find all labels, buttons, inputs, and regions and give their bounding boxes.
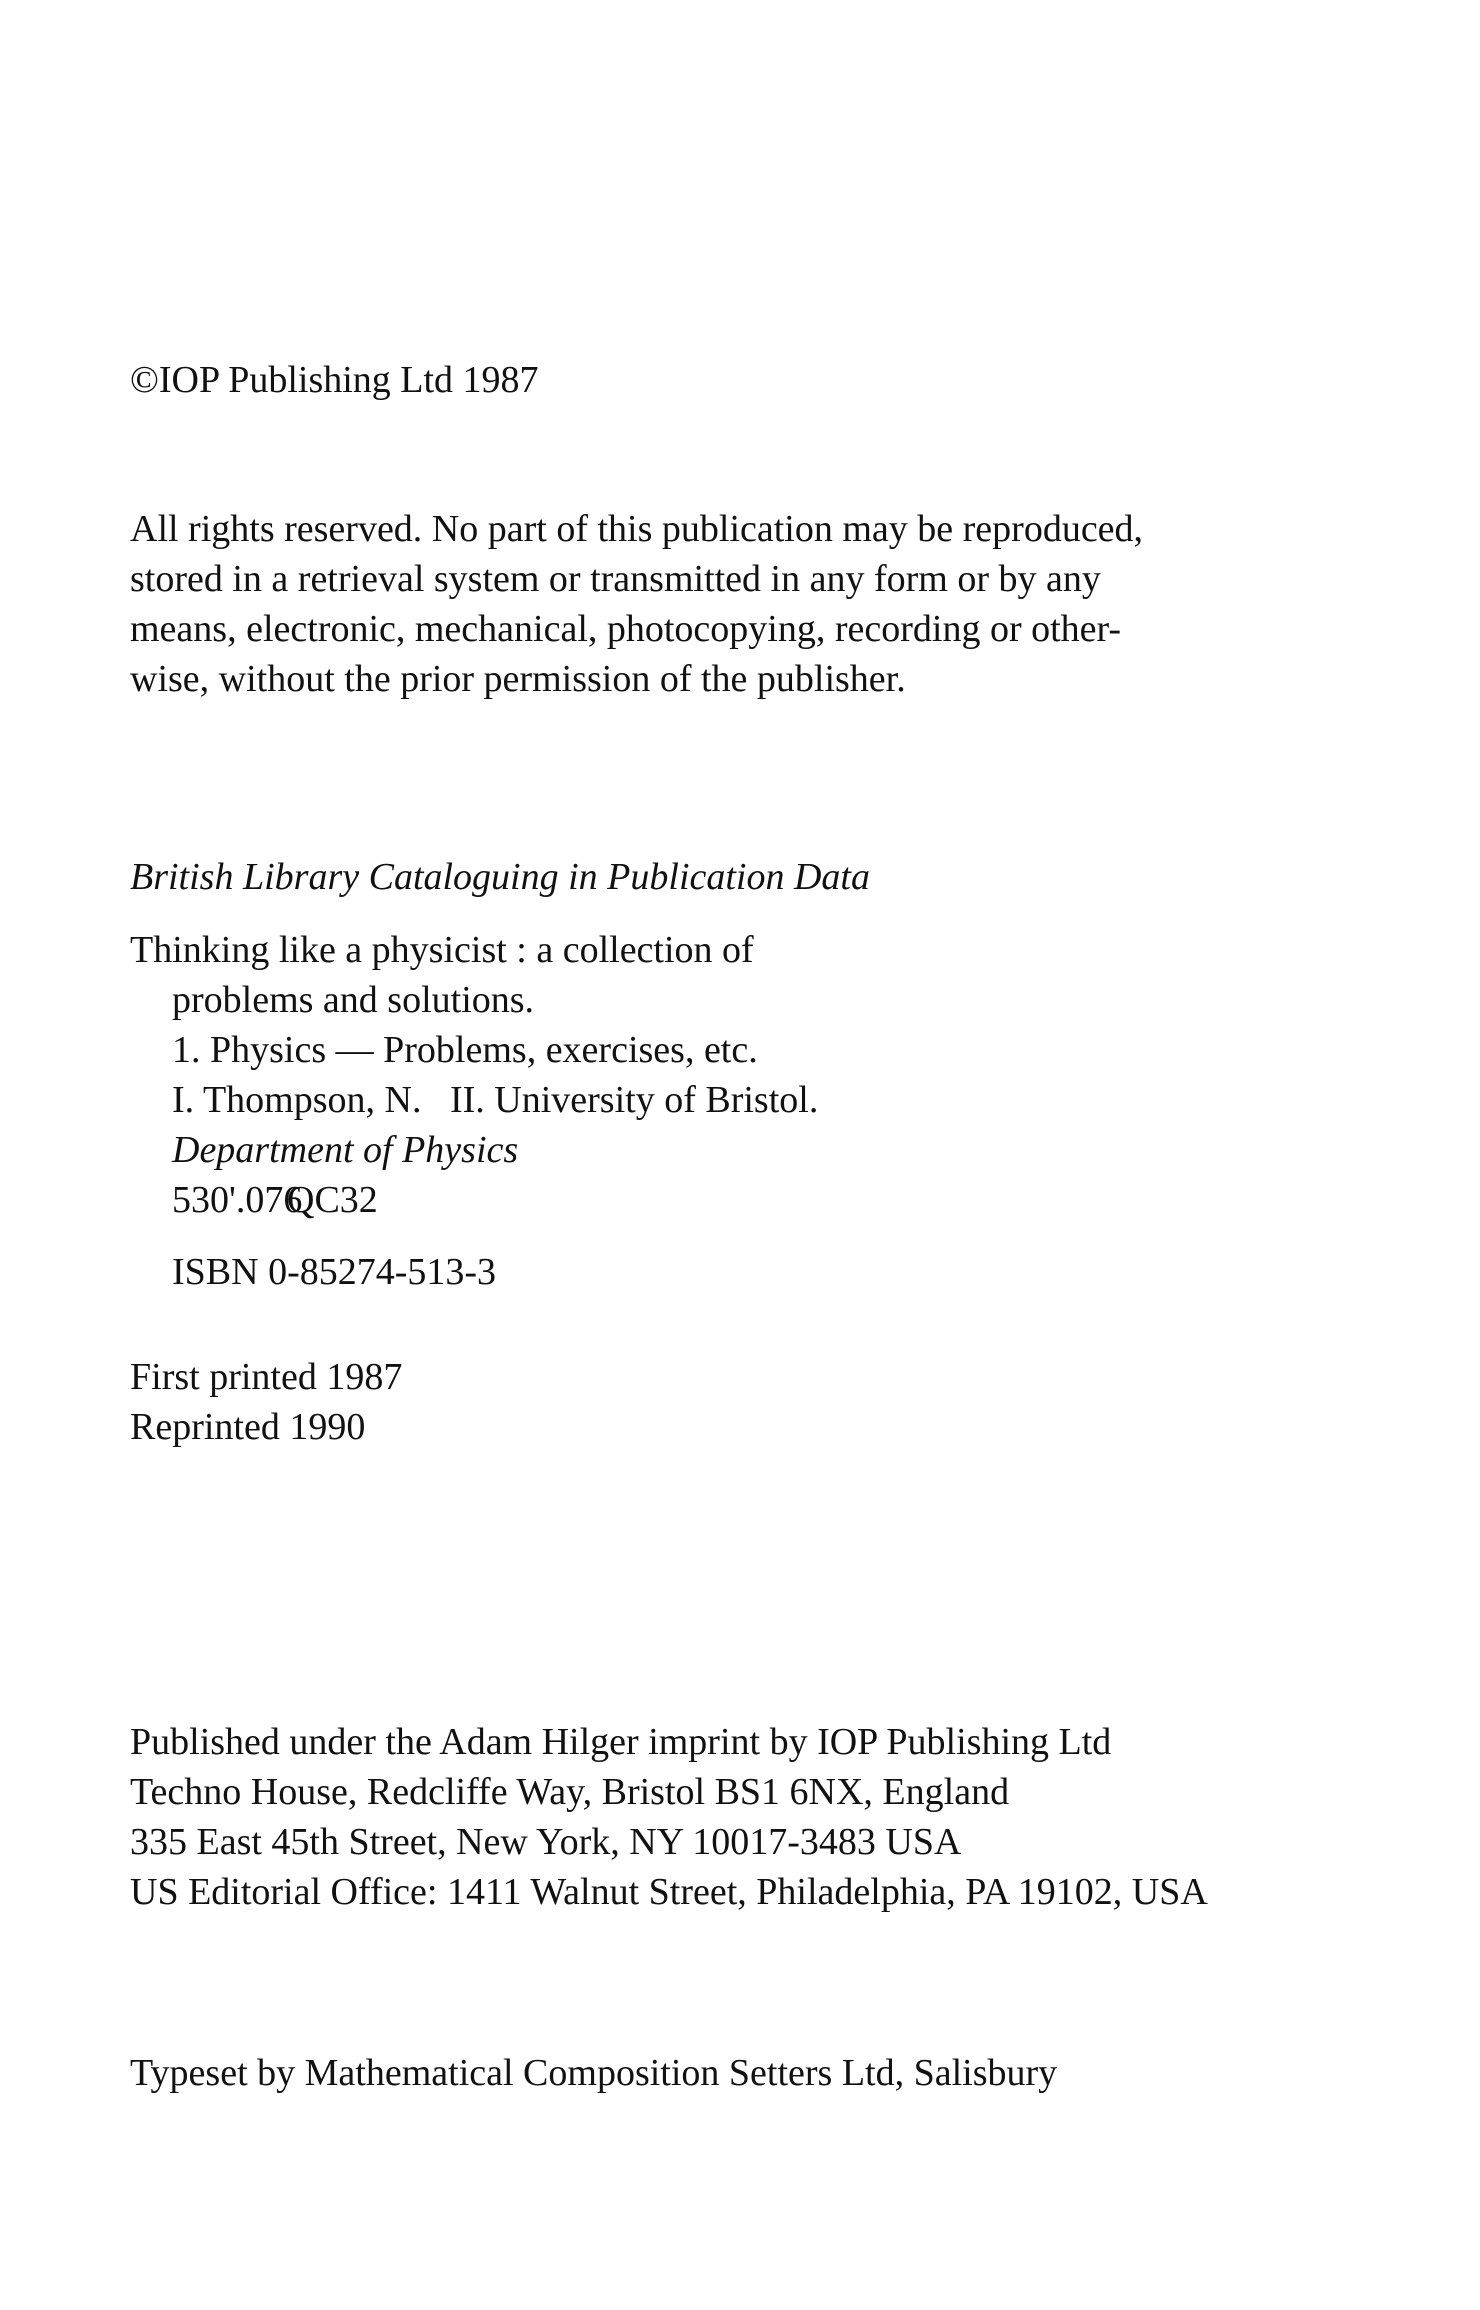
cip-title-continued: problems and solutions.: [172, 979, 535, 1021]
rights-statement: [130, 504, 1143, 704]
rights-line: stored in a retrieval system or transmitted in any form or by any: [130, 558, 1101, 600]
cip-classification: 530'.076: [172, 1179, 303, 1221]
cip-subject: 1. Physics — Problems, exercises, etc.: [172, 1029, 758, 1071]
cip-data: [130, 925, 818, 1225]
cip-heading: British Library Cataloguing in Publication Data: [130, 856, 870, 898]
cip-classification-row: [130, 1175, 818, 1225]
cip-lc-number: QC32: [287, 1179, 378, 1221]
copyright-line: ©IOP Publishing Ltd 1987: [130, 359, 539, 401]
publisher-address-uk: Techno House, Redcliffe Way, Bristol BS1 6NX, England: [130, 1771, 1010, 1813]
isbn-block: [130, 1247, 496, 1297]
rights-line: means, electronic, mechanical, photocopying, recording or other-: [130, 608, 1122, 650]
rights-line: All rights reserved. No part of this publication may be reproduced,: [130, 508, 1144, 550]
cip-title-line: Thinking like a physicist : a collection of: [130, 929, 754, 971]
printing-history: [130, 1352, 402, 1452]
publisher-address-us: 335 East 45th Street, New York, NY 10017-3483 USA: [130, 1821, 962, 1863]
copyright-notice: [130, 355, 539, 405]
isbn: ISBN 0-85274-513-3: [172, 1251, 497, 1293]
first-printed: First printed 1987: [130, 1356, 403, 1398]
publisher-info: [130, 1717, 1208, 1917]
cip-department: Department of Physics: [172, 1129, 519, 1171]
cip-heading-block: [130, 852, 870, 902]
typeset-line: Typeset by Mathematical Composition Setters Ltd, Salisbury: [130, 2052, 1058, 2094]
reprinted: Reprinted 1990: [130, 1406, 366, 1448]
publisher-editorial-office: US Editorial Office: 1411 Walnut Street, Philadelphia, PA 19102, USA: [130, 1871, 1208, 1913]
cip-authors: I. Thompson, N. II. University of Bristol.: [172, 1079, 819, 1121]
publisher-line: Published under the Adam Hilger imprint by IOP Publishing Ltd: [130, 1721, 1112, 1763]
rights-line: wise, without the prior permission of the publisher.: [130, 658, 906, 700]
typeset-credit: [130, 2048, 1057, 2098]
